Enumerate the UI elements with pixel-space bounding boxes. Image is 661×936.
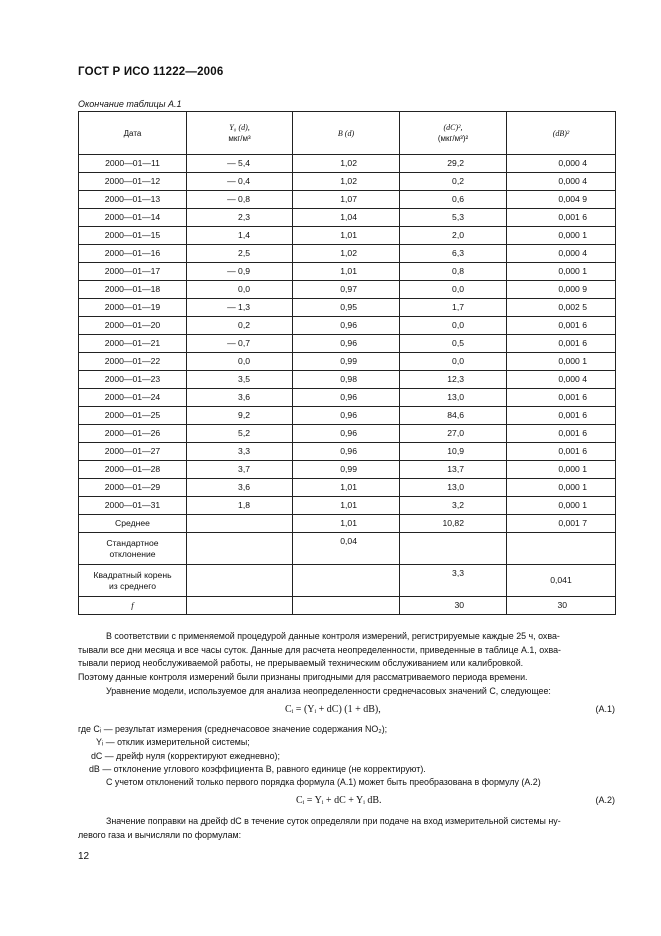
f-db2: 30	[507, 597, 616, 615]
cell-y0: 1,4	[187, 227, 293, 245]
cell-db2: 0,000 1	[507, 461, 616, 479]
cell-b: 1,01	[293, 227, 400, 245]
cell-db2: 0,002 5	[507, 299, 616, 317]
cell-date: 2000—01—17	[79, 263, 187, 281]
cell-y0: — 0,9	[187, 263, 293, 281]
cell-db2: 0,000 9	[507, 281, 616, 299]
cell-y0: 2,3	[187, 209, 293, 227]
table-header-row	[79, 112, 616, 155]
std-y0	[187, 533, 293, 565]
cell-y0: 3,5	[187, 371, 293, 389]
cell-b: 0,96	[293, 443, 400, 461]
cell-b: 1,01	[293, 263, 400, 281]
f-y0	[187, 597, 293, 615]
cell-y0: 3,6	[187, 389, 293, 407]
cell-date: 2000—01—18	[79, 281, 187, 299]
mean-y0	[187, 515, 293, 533]
paragraph-4	[78, 815, 615, 842]
formula-a1-expression: Cᵢ = (Yᵢ + dC) (1 + dB),	[285, 704, 381, 715]
cell-b: 0,99	[293, 461, 400, 479]
cell-b: 0,96	[293, 317, 400, 335]
cell-b: 1,01	[293, 479, 400, 497]
cell-dc2: 27,0	[400, 425, 507, 443]
cell-y0: — 0,7	[187, 335, 293, 353]
table-caption: Окончание таблицы А.1	[78, 99, 182, 109]
cell-db2: 0,000 4	[507, 245, 616, 263]
table-row	[79, 191, 616, 209]
cell-db2: 0,001 6	[507, 425, 616, 443]
cell-date: 2000—01—11	[79, 155, 187, 173]
mean-db2: 0,001 7	[507, 515, 616, 533]
sqrt-label-line2: из среднего	[108, 580, 157, 591]
table-row	[79, 299, 616, 317]
table-row	[79, 461, 616, 479]
cell-db2: 0,000 4	[507, 371, 616, 389]
cell-y0: 5,2	[187, 425, 293, 443]
p1-line2: тывали все дни месяца и все часы суток. Данные для расчета неопределенности, приведенные в таблице А.1, охва-	[78, 644, 562, 655]
cell-dc2: 0,8	[400, 263, 507, 281]
cell-date: 2000—01—16	[79, 245, 187, 263]
p1-line3: тывали период необслуживаемой работы, не прерываемый техническим обслуживанием или калибровкой.	[78, 658, 524, 669]
cell-date: 2000—01—14	[79, 209, 187, 227]
cell-dc2: 0,0	[400, 317, 507, 335]
header-y0-symbol: Y₀ (d),	[229, 123, 250, 132]
cell-dc2: 84,6	[400, 407, 507, 425]
cell-dc2: 29,2	[400, 155, 507, 173]
cell-y0: 9,2	[187, 407, 293, 425]
std-label	[79, 533, 187, 565]
cell-y0: — 1,3	[187, 299, 293, 317]
table-row	[79, 263, 616, 281]
cell-b: 0,96	[293, 407, 400, 425]
p4-line1: Значение поправки на дрейф dC в течение суток определяли при подаче на вход измерительной системы ну-	[106, 816, 561, 826]
header-y0	[187, 112, 293, 155]
cell-date: 2000—01—19	[79, 299, 187, 317]
std-dc2	[400, 533, 507, 565]
table-row	[79, 497, 616, 515]
cell-dc2: 6,3	[400, 245, 507, 263]
cell-db2: 0,000 1	[507, 263, 616, 281]
cell-y0: 3,6	[187, 479, 293, 497]
header-dc2-symbol: (dC)²,	[443, 123, 463, 132]
table-row	[79, 407, 616, 425]
std-label-line2: отклонение	[109, 548, 156, 559]
cell-y0: — 0,4	[187, 173, 293, 191]
cell-date: 2000—01—12	[79, 173, 187, 191]
header-date: Дата	[79, 112, 187, 155]
formula-a2-expression: Cᵢ = Yᵢ + dC + Yᵢ dB.	[296, 795, 382, 806]
table-row	[79, 317, 616, 335]
cell-date: 2000—01—27	[79, 443, 187, 461]
paragraph-3: С учетом отклонений только первого порядка формула (А.1) может быть преобразована в формулу (А.2)	[106, 777, 541, 788]
sqrt-label	[79, 565, 187, 597]
cell-dc2: 0,5	[400, 335, 507, 353]
cell-dc2: 0,2	[400, 173, 507, 191]
definition-ci: где Cᵢ — результат измерения (среднечасовое значение содержания NO₂);	[78, 724, 388, 734]
document-header: ГОСТ Р ИСО 11222—2006	[78, 66, 224, 78]
std-label-line1: Стандартное	[106, 537, 159, 548]
f-dc2: 30	[400, 597, 507, 615]
table-row	[79, 353, 616, 371]
cell-db2: 0,000 1	[507, 497, 616, 515]
summary-row-f	[79, 597, 616, 615]
cell-dc2: 0,6	[400, 191, 507, 209]
cell-b: 0,95	[293, 299, 400, 317]
cell-dc2: 5,3	[400, 209, 507, 227]
p1-line1: В соответствии с применяемой процедурой данные контроля измерений, регистрируемые каждые 25 ч, охва-	[106, 631, 560, 641]
cell-date: 2000—01—26	[79, 425, 187, 443]
cell-b: 1,01	[293, 497, 400, 515]
table-row	[79, 227, 616, 245]
table-row	[79, 371, 616, 389]
paragraph-2: Уравнение модели, используемое для анализа неопределенности среднечасовых значений C, следующее:	[106, 685, 551, 696]
header-dc2	[400, 112, 507, 155]
table-row	[79, 209, 616, 227]
p1-line4: Поэтому данные контроля измерений были признаны пригодными для рассматриваемого периода времени.	[78, 672, 528, 683]
cell-y0: 0,0	[187, 281, 293, 299]
cell-dc2: 2,0	[400, 227, 507, 245]
f-label: f	[79, 597, 187, 615]
cell-db2: 0,000 1	[507, 227, 616, 245]
cell-db2: 0,000 1	[507, 353, 616, 371]
summary-row-mean	[79, 515, 616, 533]
summary-row-sqrt	[79, 565, 616, 597]
std-db2	[507, 533, 616, 565]
cell-b: 0,96	[293, 335, 400, 353]
cell-y0: — 5,4	[187, 155, 293, 173]
cell-db2: 0,000 4	[507, 155, 616, 173]
sqrt-b	[293, 565, 400, 597]
definitions	[78, 723, 615, 789]
cell-db2: 0,001 6	[507, 209, 616, 227]
cell-b: 1,02	[293, 245, 400, 263]
header-db2: (dB)²	[507, 112, 616, 155]
sqrt-dc2: 3,3	[400, 565, 507, 597]
formula-a2	[78, 795, 615, 809]
cell-date: 2000—01—21	[79, 335, 187, 353]
cell-dc2: 13,0	[400, 479, 507, 497]
header-dc2-unit: (мкг/м³)²	[437, 134, 469, 143]
cell-y0: 3,7	[187, 461, 293, 479]
table-row	[79, 155, 616, 173]
data-table	[78, 111, 616, 615]
cell-db2: 0,000 4	[507, 173, 616, 191]
paragraph-1	[78, 630, 615, 699]
cell-date: 2000—01—29	[79, 479, 187, 497]
cell-date: 2000—01—24	[79, 389, 187, 407]
cell-date: 2000—01—15	[79, 227, 187, 245]
p4-line2: левого газа и вычисляли по формулам:	[78, 829, 242, 840]
sqrt-db2: 0,041	[507, 565, 616, 597]
cell-y0: 1,8	[187, 497, 293, 515]
cell-date: 2000—01—20	[79, 317, 187, 335]
cell-db2: 0,001 6	[507, 389, 616, 407]
definition-dc: dC — дрейф нуля (корректируют ежедневно);	[91, 750, 280, 761]
sqrt-label-line1: Квадратный корень	[93, 569, 172, 580]
cell-dc2: 0,0	[400, 353, 507, 371]
cell-db2: 0,001 6	[507, 443, 616, 461]
cell-date: 2000—01—23	[79, 371, 187, 389]
cell-dc2: 10,9	[400, 443, 507, 461]
cell-b: 0,97	[293, 281, 400, 299]
header-b: B (d)	[293, 112, 400, 155]
definition-yi: Yᵢ — отклик измерительной системы;	[96, 737, 250, 748]
mean-label: Среднее	[79, 515, 187, 533]
table-row	[79, 389, 616, 407]
definition-db: dB — отклонение углового коэффициента B, равного единице (не корректируют).	[89, 763, 426, 774]
cell-date: 2000—01—28	[79, 461, 187, 479]
cell-y0: 0,2	[187, 317, 293, 335]
cell-y0: 3,3	[187, 443, 293, 461]
formula-a1	[78, 704, 615, 718]
cell-date: 2000—01—22	[79, 353, 187, 371]
table-row	[79, 335, 616, 353]
header-y0-unit: мкг/м³	[228, 134, 251, 143]
summary-row-std	[79, 533, 616, 565]
page-number: 12	[78, 851, 90, 862]
std-b: 0,04	[293, 533, 400, 565]
table-row	[79, 443, 616, 461]
table-row	[79, 245, 616, 263]
cell-dc2: 0,0	[400, 281, 507, 299]
table-row	[79, 173, 616, 191]
cell-date: 2000—01—25	[79, 407, 187, 425]
cell-b: 0,96	[293, 425, 400, 443]
cell-y0: 2,5	[187, 245, 293, 263]
cell-db2: 0,001 6	[507, 317, 616, 335]
table-row	[79, 425, 616, 443]
cell-dc2: 12,3	[400, 371, 507, 389]
f-b	[293, 597, 400, 615]
mean-b: 1,01	[293, 515, 400, 533]
cell-b: 1,02	[293, 173, 400, 191]
cell-b: 0,99	[293, 353, 400, 371]
cell-b: 1,04	[293, 209, 400, 227]
mean-dc2: 10,82	[400, 515, 507, 533]
cell-y0: — 0,8	[187, 191, 293, 209]
cell-y0: 0,0	[187, 353, 293, 371]
cell-dc2: 13,7	[400, 461, 507, 479]
cell-dc2: 3,2	[400, 497, 507, 515]
table-row	[79, 479, 616, 497]
cell-b: 0,96	[293, 389, 400, 407]
table-row	[79, 281, 616, 299]
cell-b: 1,02	[293, 155, 400, 173]
formula-a1-number: (А.1)	[595, 704, 615, 714]
cell-date: 2000—01—13	[79, 191, 187, 209]
sqrt-y0	[187, 565, 293, 597]
cell-dc2: 1,7	[400, 299, 507, 317]
cell-dc2: 13,0	[400, 389, 507, 407]
cell-b: 1,07	[293, 191, 400, 209]
cell-db2: 0,004 9	[507, 191, 616, 209]
cell-db2: 0,001 6	[507, 335, 616, 353]
cell-db2: 0,001 6	[507, 407, 616, 425]
cell-date: 2000—01—31	[79, 497, 187, 515]
formula-a2-number: (А.2)	[595, 795, 615, 805]
cell-b: 0,98	[293, 371, 400, 389]
cell-db2: 0,000 1	[507, 479, 616, 497]
